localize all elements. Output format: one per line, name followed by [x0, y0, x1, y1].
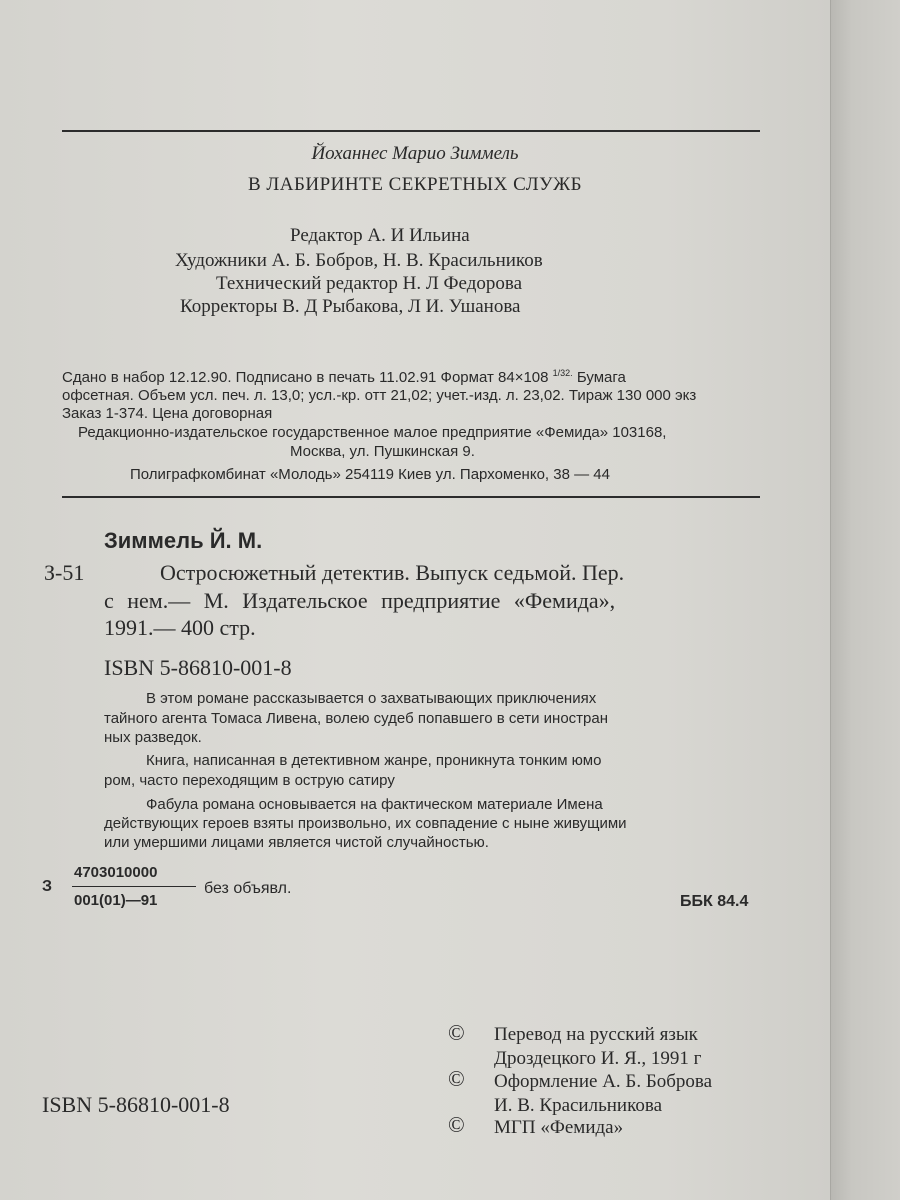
imprint-line-1: [62, 368, 626, 386]
annotation-line-3: ных разведок.: [104, 729, 202, 746]
annotation-line-6: Фабула романа основывается на фактическом материале Имена: [146, 796, 603, 813]
catalog-desc-1: Остросюжетный детектив. Выпуск седьмой. Пер.: [160, 560, 625, 585]
index-fraction-line: [72, 886, 196, 887]
copyright-2-line-2: И. В. Красильникова: [494, 1095, 663, 1116]
annotation-line-2: тайного агента Томаса Ливена, волею судеб попавшего в сети иностран: [104, 710, 609, 727]
imprint-line-2: офсетная. Объем усл. печ. л. 13,0; усл.-кр. отт 21,02; учет.-изд. л. 23,02. Тираж 130 000 экз: [62, 387, 697, 404]
index-numerator: 4703010000: [74, 864, 158, 881]
top-rule: [62, 130, 760, 132]
copyright-icon: ©: [448, 1020, 465, 1045]
copyright-3-line-1: МГП «Фемида»: [494, 1117, 624, 1138]
annotation-line-5: ром, часто переходящим в острую сатиру: [104, 772, 395, 789]
annotation-line-4: Книга, написанная в детективном жанре, проникнута тонким юмо: [146, 752, 602, 769]
catalog-desc-2: с нем.— М. Издательское предприятие «Фемида»,: [104, 588, 616, 613]
index-note: без объявл.: [204, 880, 292, 897]
credit-artists: Художники А. Б. Бобров, Н. В. Красильников: [175, 250, 543, 271]
credit-editor: Редактор А. И Ильина: [290, 225, 470, 246]
catalog-code: З-51: [44, 560, 85, 585]
catalog-isbn: ISBN 5-86810-001-8: [104, 655, 292, 680]
copyright-icon: ©: [448, 1066, 465, 1091]
copyright-2-line-1: Оформление А. Б. Боброва: [494, 1071, 713, 1092]
imprint-line-1-end: Бумага: [576, 369, 626, 386]
annotation-line-1: В этом романе рассказывается о захватывающих приключениях: [146, 690, 597, 707]
imprint-line-4: Редакционно-издательское государственное малое предприятие «Фемида» 103168,: [78, 424, 667, 441]
imprint-line-3: Заказ 1-374. Цена договорная: [62, 405, 273, 422]
book-title: В ЛАБИРИНТЕ СЕКРЕТНЫХ СЛУЖБ: [247, 174, 583, 195]
imprint-line-6: Полиграфкомбинат «Молодь» 254119 Киев ул. Пархоменко, 38 — 44: [130, 466, 610, 483]
copyright-icon: ©: [448, 1112, 465, 1137]
copyright-1-line-2: Дроздецкого И. Я., 1991 г: [494, 1048, 702, 1069]
bbk-code: ББК 84.4: [680, 893, 749, 910]
index-denominator: 001(01)—91: [74, 892, 158, 909]
page-edge: [830, 0, 900, 1200]
imprint-line-5: Москва, ул. Пушкинская 9.: [290, 443, 475, 460]
annotation-line-8: или умершими лицами является чистой случайностью.: [104, 834, 489, 851]
copyright-1-line-1: Перевод на русский язык: [494, 1024, 698, 1045]
index-letter: З: [42, 878, 53, 895]
author-italic: Йоханнес Марио Зиммель: [311, 143, 519, 164]
catalog-desc-3: 1991.— 400 стр.: [104, 615, 256, 640]
credit-correctors: Корректоры В. Д Рыбакова, Л И. Ушанова: [180, 296, 521, 317]
imprint-line-1-text: Сдано в набор 12.12.90. Подписано в печать 11.02.91 Формат 84×108: [62, 369, 549, 386]
credit-tech-editor: Технический редактор Н. Л Федорова: [216, 273, 523, 294]
imprint-line-1-sup: 1/32.: [552, 368, 573, 378]
middle-rule: [62, 496, 760, 498]
footer-isbn: ISBN 5-86810-001-8: [42, 1092, 230, 1117]
catalog-author: Зиммель Й. М.: [104, 528, 263, 553]
annotation-line-7: действующих героев взяты произвольно, их совпадение с ныне живущими: [104, 815, 627, 832]
